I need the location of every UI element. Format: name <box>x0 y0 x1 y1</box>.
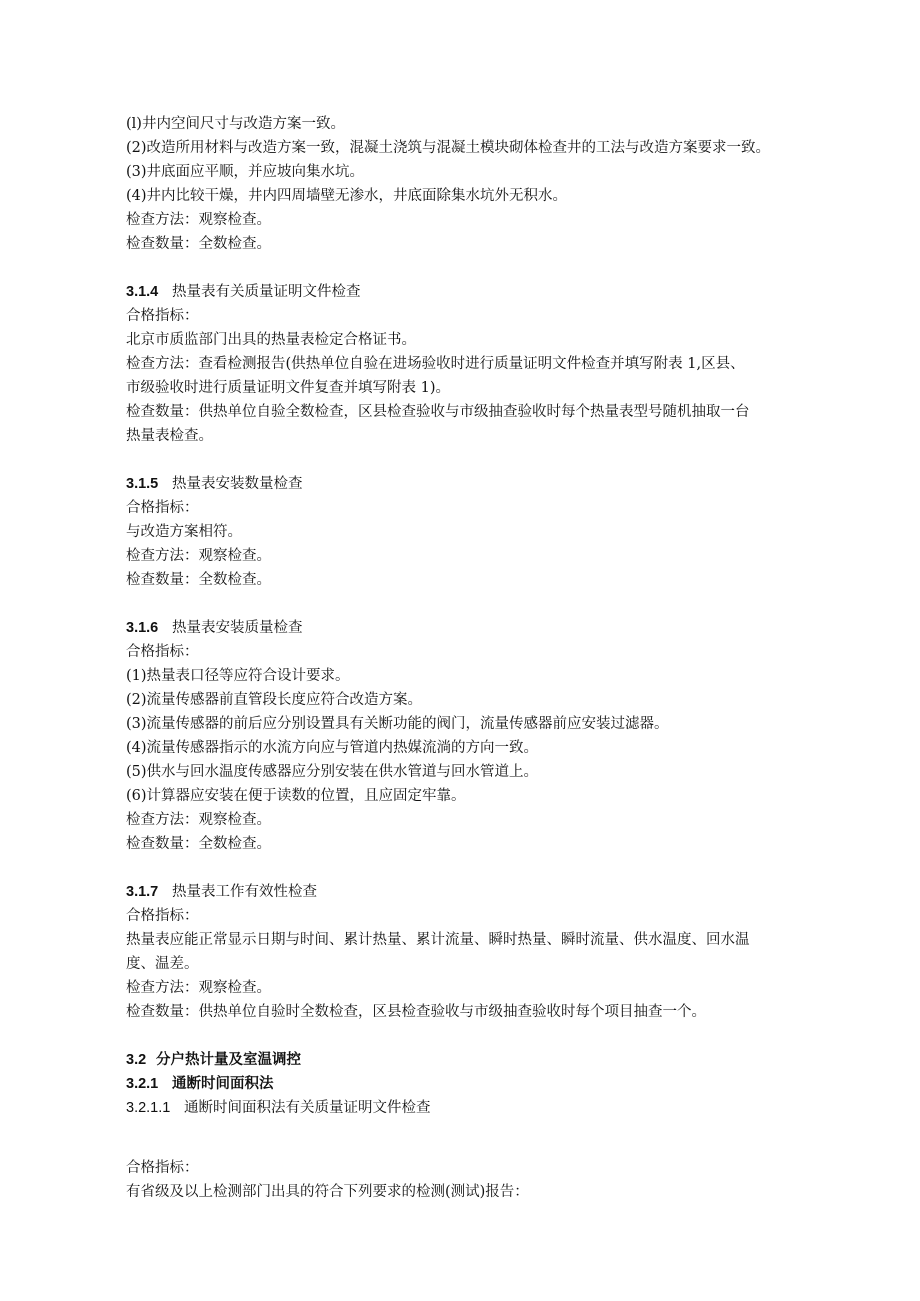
section-title: 热量表安装质量检查 <box>172 620 303 636</box>
section-title: 热量表有关质量证明文件检查 <box>172 284 361 300</box>
section-3-1-6 <box>126 616 826 856</box>
list-item: (2)流量传感器前直管段长度应符合改造方案。 <box>126 692 423 708</box>
list-item: (4)井内比较干燥，井内四周墙壁无渗水，井底面除集水坑外无积水。 <box>126 188 568 204</box>
section-number: 3.2 <box>126 1052 147 1068</box>
paragraph-line: 与改造方案相符。 <box>126 524 242 540</box>
section-heading <box>126 1048 826 1072</box>
list-item: (3)井底面应平顺，并应坡向集水坑。 <box>126 164 365 180</box>
subsection-heading <box>126 1072 826 1096</box>
paragraph-line: 检查方法：观察检查。 <box>126 548 271 564</box>
paragraph-line: 检查数量：供热单位自验时全数检查，区县检查验收与市级抽查验收时每个项目抽查一个。 <box>126 1004 706 1020</box>
section-title: 通断时间面积法有关质量证明文件检查 <box>184 1100 431 1116</box>
paragraph-line: 热量表检查。 <box>126 428 213 444</box>
section-heading <box>126 880 826 904</box>
section-number: 3.2.1 <box>126 1076 159 1092</box>
list-item: (5)供水与回水温度传感器应分别安装在供水管道与回水管道上。 <box>126 764 539 780</box>
section-3-1-7 <box>126 880 826 1024</box>
list-item: (3)流量传感器的前后应分别设置具有关断功能的阀门，流量传感器前应安装过滤器。 <box>126 716 669 732</box>
section-number: 3.1.4 <box>126 284 159 300</box>
section-3-2 <box>126 1048 826 1204</box>
paragraph-line: 检查数量：供热单位自验全数检查，区县检查验收与市级抽查验收时每个热量表型号随机抽取一台 <box>126 404 750 420</box>
document-page <box>126 112 826 1204</box>
check-method: 检查方法：观察检查。 <box>126 212 271 228</box>
paragraph-line: 有省级及以上检测部门出具的符合下列要求的检测(测试)报告： <box>126 1184 529 1200</box>
section-heading <box>126 472 826 496</box>
subsubsection-heading <box>126 1096 826 1120</box>
section-title: 热量表安装数量检查 <box>172 476 303 492</box>
paragraph-line: 合格指标： <box>126 1160 199 1176</box>
list-item: (1)热量表口径等应符合设计要求。 <box>126 668 350 684</box>
list-item: (l)井内空间尺寸与改造方案一致。 <box>126 116 345 132</box>
section-title: 热量表工作有效性检查 <box>172 884 317 900</box>
section-3-1-4 <box>126 280 826 448</box>
section-heading <box>126 616 826 640</box>
section-number: 3.1.6 <box>126 620 159 636</box>
section-number: 3.2.1.1 <box>126 1100 171 1116</box>
paragraph-line: 北京市质监部门出具的热量表检定合格证书。 <box>126 332 416 348</box>
list-item: (6)计算器应安装在便于读数的位置，且应固定牢靠。 <box>126 788 466 804</box>
paragraph-line: 度、温差。 <box>126 956 199 972</box>
paragraph-line: 热量表应能正常显示日期与时间、累计热量、累计流量、瞬时热量、瞬时流量、供水温度、回水温 <box>126 932 750 948</box>
section-heading <box>126 280 826 304</box>
paragraph-line: 检查方法：查看检测报告(供热单位自验在进场验收时进行质量证明文件检查并填写附表 1,区县、 <box>126 356 745 372</box>
paragraph-line: 检查方法：观察检查。 <box>126 980 271 996</box>
section-number: 3.1.5 <box>126 476 159 492</box>
paragraph-line: 检查方法：观察检查。 <box>126 812 271 828</box>
paragraph-line: 合格指标： <box>126 644 199 660</box>
paragraph-line: 市级验收时进行质量证明文件复查并填写附表 1)。 <box>126 380 450 396</box>
paragraph-line: 合格指标： <box>126 308 199 324</box>
paragraph-line: 合格指标： <box>126 908 199 924</box>
section-number: 3.1.7 <box>126 884 159 900</box>
list-item: (4)流量传感器指示的水流方向应与管道内热媒流淌的方向一致。 <box>126 740 539 756</box>
check-quantity: 检查数量：全数检查。 <box>126 236 271 252</box>
section-3-1-3-items <box>126 112 826 256</box>
paragraph-line: 合格指标： <box>126 500 199 516</box>
section-title: 通断时间面积法 <box>172 1076 274 1092</box>
paragraph-line: 检查数量：全数检查。 <box>126 836 271 852</box>
section-3-1-5 <box>126 472 826 592</box>
paragraph-line: 检查数量：全数检查。 <box>126 572 271 588</box>
section-title: 分户热计量及室温调控 <box>156 1052 301 1068</box>
list-item: (2)改造所用材料与改造方案一致，混凝土浇筑与混凝土模块砌体检查井的工法与改造方案要求一致。 <box>126 140 771 156</box>
